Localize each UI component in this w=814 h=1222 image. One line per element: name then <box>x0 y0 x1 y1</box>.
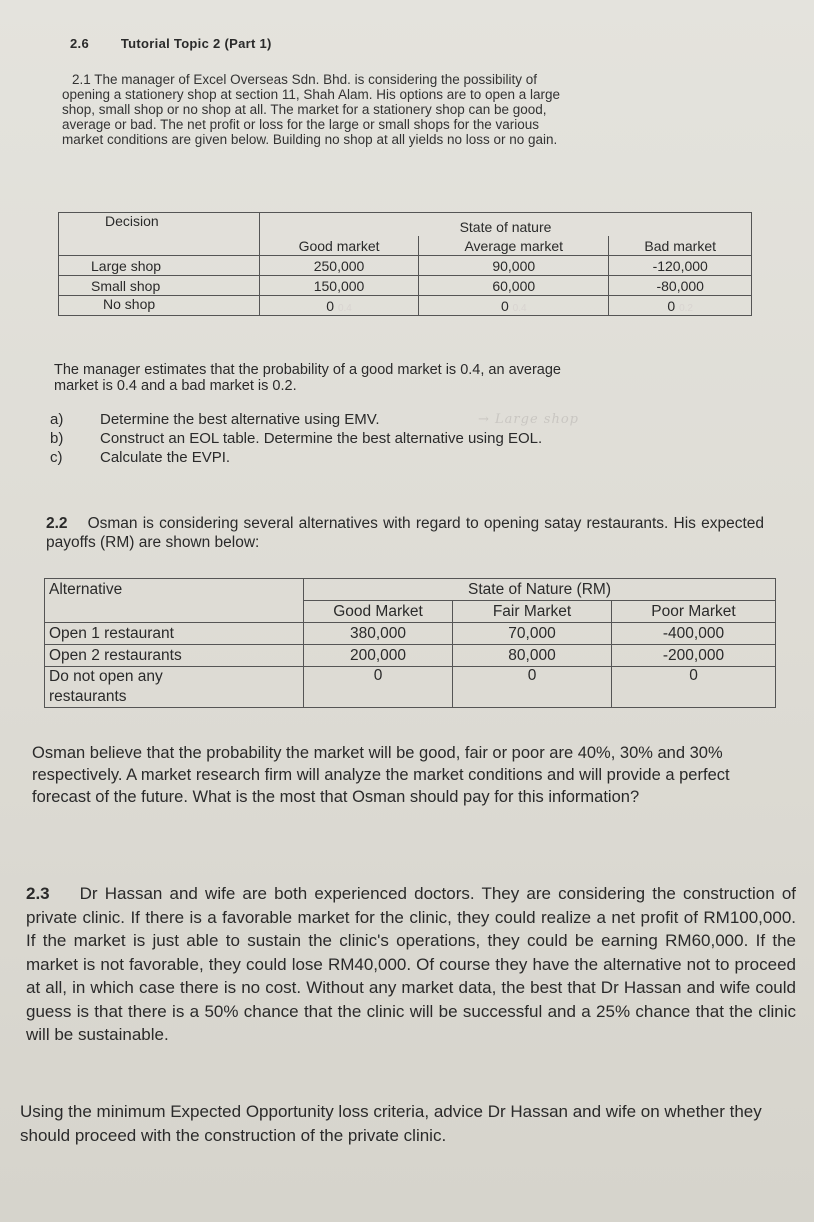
section-heading <box>70 36 272 51</box>
q21-intro-line: 2.1 The manager of Excel Overseas Sdn. Bhd. is considering the possibility of <box>72 72 537 87</box>
handwritten-probability: 0.4 <box>512 302 527 314</box>
q21-intro-line: market conditions are given below. Building no shop at all yields no loss or no gain. <box>62 132 558 147</box>
row-label: Large shop <box>59 256 260 276</box>
handwritten-note: → Large shop <box>478 412 579 427</box>
table-cell: 150,000 <box>260 276 419 296</box>
table-cell: -80,000 <box>609 276 752 296</box>
probability-line: market is 0.4 and a bad market is 0.2. <box>54 378 297 394</box>
q22-number: 2.2 <box>46 515 68 532</box>
row-label <box>45 667 304 708</box>
q22-payoff-table <box>44 578 776 708</box>
cell-value: 0 <box>326 297 335 314</box>
table-cell: 0 <box>304 667 453 708</box>
table-cell: 60,000 <box>419 276 609 296</box>
question-text: Determine the best alternative using EMV. <box>100 411 380 428</box>
question-label: c) <box>50 449 63 466</box>
q22-followup: Osman believe that the probability the market will be good, fair or poor are 40%, 30% and 30% respectively. A market research firm will analyze the market conditions and will provide a perfect forecast of the future. What is the most that Osman should pay for this information? <box>32 744 730 806</box>
col-poor-market: Poor Market <box>612 601 776 623</box>
state-of-nature-header: State of Nature (RM) <box>304 579 776 601</box>
table-cell: 250,000 <box>260 256 419 276</box>
decision-header: Decision <box>59 213 260 256</box>
probability-line: The manager estimates that the probability of a good market is 0.4, an average <box>54 362 561 378</box>
table-cell: -400,000 <box>612 623 776 645</box>
table-cell: 80,000 <box>453 645 612 667</box>
section-number: 2.6 <box>70 36 89 51</box>
table-row <box>59 256 752 276</box>
row-label-line: Do not open any <box>49 668 163 685</box>
table-row <box>45 623 776 645</box>
table-cell: 380,000 <box>304 623 453 645</box>
table-row <box>59 296 752 316</box>
question-item <box>50 410 542 429</box>
cell-value: 0 <box>500 297 509 314</box>
table-cell: 0 <box>612 667 776 708</box>
table-row <box>45 645 776 667</box>
col-good-market: Good Market <box>304 601 453 623</box>
row-label: Small shop <box>59 276 260 296</box>
row-label-line: restaurants <box>49 688 127 705</box>
col-good-market: Good market <box>260 236 419 256</box>
question-label: a) <box>50 411 64 428</box>
table-cell <box>419 296 609 316</box>
handwritten-probability: 0.4 <box>337 302 352 314</box>
handwritten-probability: 0.2 <box>679 302 693 314</box>
q21-intro <box>62 72 752 147</box>
q23-number: 2.3 <box>26 884 50 903</box>
q21-intro-line: shop, small shop or no shop at all. The market for a stationery shop can be good, <box>62 102 547 117</box>
question-text: Construct an EOL table. Determine the best alternative using EOL. <box>100 430 543 447</box>
col-average-market: Average market <box>419 236 609 256</box>
question-text: Calculate the EVPI. <box>100 449 231 466</box>
alternative-header: Alternative <box>45 579 304 623</box>
col-bad-market: Bad market <box>609 236 752 256</box>
question-item <box>50 448 542 467</box>
question-item <box>50 429 542 448</box>
row-label: No shop <box>59 296 260 316</box>
q21-intro-line: opening a stationery shop at section 11, Shah Alam. His options are to open a large <box>62 87 561 102</box>
table-cell: -120,000 <box>609 256 752 276</box>
table-row <box>59 276 752 296</box>
state-of-nature-header: State of nature <box>260 213 752 237</box>
col-fair-market: Fair Market <box>453 601 612 623</box>
q21-intro-line: average or bad. The net profit or loss for the large or small shops for the various <box>62 117 539 132</box>
q23-instruction: Using the minimum Expected Opportunity loss criteria, advice Dr Hassan and wife on whether they should proceed with the construction of the private clinic. <box>20 1102 762 1145</box>
table-cell: -200,000 <box>612 645 776 667</box>
row-label: Open 2 restaurants <box>45 645 304 667</box>
row-label: Open 1 restaurant <box>45 623 304 645</box>
cell-value: 0 <box>667 297 676 314</box>
table-cell: 70,000 <box>453 623 612 645</box>
table-cell: 90,000 <box>419 256 609 276</box>
question-label: b) <box>50 430 64 447</box>
q21-probability-text <box>54 362 754 394</box>
section-title: Tutorial Topic 2 (Part 1) <box>120 36 272 51</box>
q22-body: Osman is considering several alternatives with regard to opening satay restaurants. His expected payoffs (RM) are shown below: <box>46 515 764 551</box>
q21-payoff-table <box>58 212 752 316</box>
q21-questions <box>50 410 542 467</box>
table-cell: 200,000 <box>304 645 453 667</box>
table-row <box>45 667 776 708</box>
table-cell: 0 <box>453 667 612 708</box>
q22-text <box>46 514 764 552</box>
table-cell <box>609 296 752 316</box>
q23-body: Dr Hassan and wife are both experienced doctors. They are considering the construction of private clinic. If there is a favorable market for the clinic, they could realize a net profit of RM100,000. If the market is just able to sustain the clinic's operations, they could be earning RM60,000. If the market is not favorable, they could lose RM40,000. Of course they have the alternative not to proceed at all, in which case there is no cost. Without any market data, the best that Dr Hassan and wife could guess is that there is a 50% chance that the clinic will be successful and a 25% chance that the clinic will be sustainable. <box>26 884 796 1044</box>
table-cell <box>260 296 419 316</box>
q23-text <box>26 882 796 1047</box>
